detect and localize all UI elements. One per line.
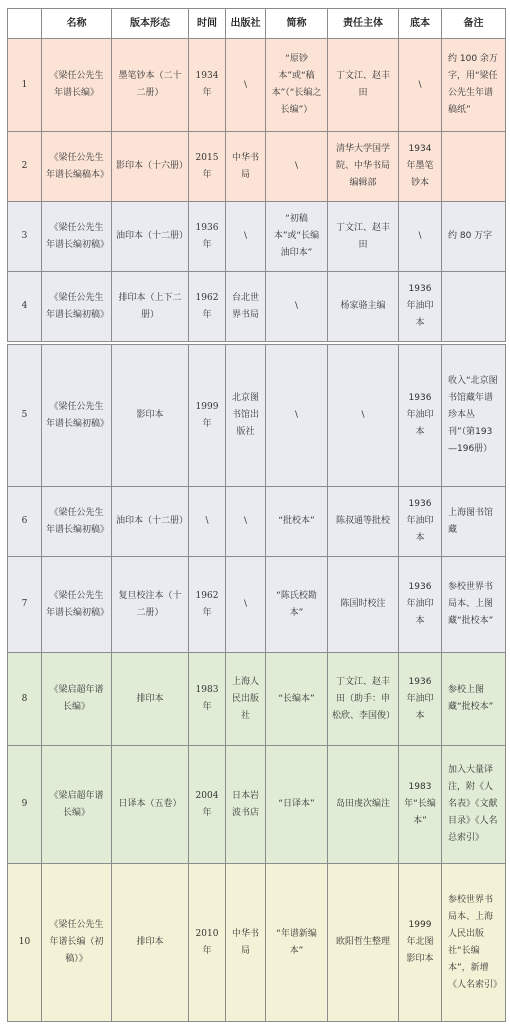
cell-name: 《梁任公先生年谱长编初稿》	[42, 557, 112, 653]
cell-publisher: 台北世界书局	[226, 272, 266, 342]
cell-form: 影印本	[112, 345, 189, 487]
cell-responsible: 清华大学国学院、中华书局编辑部	[328, 132, 399, 202]
row-number: 3	[8, 202, 42, 272]
table-row	[8, 487, 506, 557]
col-header-form: 版本形态	[112, 9, 189, 39]
cell-responsible: 杨家骆主编	[328, 272, 399, 342]
cell-base: 1936 年油印本	[399, 557, 442, 653]
cell-note: 收入“北京图书馆藏年谱珍本丛刊”（第193—196册）	[442, 345, 506, 487]
cell-abbr: “批校本”	[266, 487, 328, 557]
cell-base: \	[399, 202, 442, 272]
cell-name: 《梁任公先生年谱长编初稿》	[42, 487, 112, 557]
table-row	[8, 272, 506, 342]
cell-publisher: 中华书局	[226, 864, 266, 1022]
cell-time: 1936 年	[189, 202, 226, 272]
cell-time: 1962 年	[189, 272, 226, 342]
cell-name: 《梁任公先生年谱长编初稿》	[42, 272, 112, 342]
cell-responsible: 岛田虔次编注	[328, 746, 399, 864]
cell-time: \	[189, 487, 226, 557]
table-row	[8, 653, 506, 746]
col-header-abbr: 简称	[266, 9, 328, 39]
cell-time: 2015 年	[189, 132, 226, 202]
row-number: 9	[8, 746, 42, 864]
cell-name: 《梁任公先生年谱长编》	[42, 39, 112, 132]
cell-time: 1962 年	[189, 557, 226, 653]
table-row	[8, 557, 506, 653]
cell-publisher: \	[226, 202, 266, 272]
cell-abbr: “日译本”	[266, 746, 328, 864]
col-header-index	[8, 9, 42, 39]
table-row	[8, 39, 506, 132]
cell-note	[442, 132, 506, 202]
cell-name: 《梁任公先生年谱长编（初稿）》	[42, 864, 112, 1022]
cell-abbr: “初稿本”或“长编油印本”	[266, 202, 328, 272]
header-row	[8, 9, 506, 39]
cell-responsible: 陈国时校注	[328, 557, 399, 653]
cell-time: 2004 年	[189, 746, 226, 864]
col-header-responsible: 责任主体	[328, 9, 399, 39]
cell-note: 参校上图藏“批校本”	[442, 653, 506, 746]
cell-name: 《梁启超年谱长编》	[42, 653, 112, 746]
cell-publisher: 中华书局	[226, 132, 266, 202]
cell-time: 1983 年	[189, 653, 226, 746]
row-number: 10	[8, 864, 42, 1022]
row-number: 7	[8, 557, 42, 653]
row-number: 4	[8, 272, 42, 342]
table-row	[8, 746, 506, 864]
cell-abbr: “年谱新编本”	[266, 864, 328, 1022]
cell-form: 日译本（五卷）	[112, 746, 189, 864]
cell-note: 参校世界书局本、上海人民出版社“长编本”，新增《人名索引》	[442, 864, 506, 1022]
cell-responsible: 丁文江、赵丰田	[328, 202, 399, 272]
cell-base: 1983 年“长编本”	[399, 746, 442, 864]
cell-name: 《梁启超年谱长编》	[42, 746, 112, 864]
row-number: 1	[8, 39, 42, 132]
cell-form: 油印本（十二册）	[112, 487, 189, 557]
row-number: 6	[8, 487, 42, 557]
cell-responsible: 丁文江、赵丰田（助手：申松欣、李国俊）	[328, 653, 399, 746]
cell-time: 1999 年	[189, 345, 226, 487]
cell-base: 1936 年油印本	[399, 653, 442, 746]
col-header-base: 底本	[399, 9, 442, 39]
cell-name: 《梁任公先生年谱长编稿本》	[42, 132, 112, 202]
cell-abbr: “陈氏校勘本”	[266, 557, 328, 653]
cell-publisher: 日本岩波书店	[226, 746, 266, 864]
cell-time: 1934 年	[189, 39, 226, 132]
cell-base: 1936 年油印本	[399, 272, 442, 342]
cell-abbr: “原钞本”或“稿本”（“长编之长编”）	[266, 39, 328, 132]
cell-form: 排印本	[112, 653, 189, 746]
table-row	[8, 864, 506, 1022]
table-row	[8, 132, 506, 202]
cell-publisher: \	[226, 39, 266, 132]
cell-publisher: \	[226, 487, 266, 557]
cell-form: 油印本（十二册）	[112, 202, 189, 272]
cell-responsible: 陈叔通等批校	[328, 487, 399, 557]
cell-name: 《梁任公先生年谱长编初稿》	[42, 202, 112, 272]
table-row	[8, 345, 506, 487]
row-number: 5	[8, 345, 42, 487]
cell-form: 排印本	[112, 864, 189, 1022]
row-number: 8	[8, 653, 42, 746]
cell-abbr: \	[266, 345, 328, 487]
table-row	[8, 202, 506, 272]
row-number: 2	[8, 132, 42, 202]
cell-publisher: 北京图书馆出版社	[226, 345, 266, 487]
cell-name: 《梁任公先生年谱长编初稿》	[42, 345, 112, 487]
cell-note: 约 100 余万字，用“梁任公先生年谱稿纸”	[442, 39, 506, 132]
col-header-note: 备注	[442, 9, 506, 39]
cell-note	[442, 272, 506, 342]
col-header-time: 时间	[189, 9, 226, 39]
cell-note: 加入大量译注，附《人名表》《文献目录》《人名总索引》	[442, 746, 506, 864]
col-header-publisher: 出版社	[226, 9, 266, 39]
cell-note: 参校世界书局本、上图藏“批校本”	[442, 557, 506, 653]
cell-abbr: \	[266, 132, 328, 202]
cell-time: 2010 年	[189, 864, 226, 1022]
cell-base: \	[399, 39, 442, 132]
cell-base: 1936 年油印本	[399, 345, 442, 487]
cell-responsible: 丁文江、赵丰田	[328, 39, 399, 132]
cell-form: 墨笔钞本（二十二册）	[112, 39, 189, 132]
cell-responsible: \	[328, 345, 399, 487]
cell-form: 复旦校注本（十二册）	[112, 557, 189, 653]
editions-table-top	[7, 8, 506, 342]
cell-note: 约 80 万字	[442, 202, 506, 272]
cell-responsible: 欧阳哲生整理	[328, 864, 399, 1022]
editions-table-bottom	[7, 344, 506, 1022]
cell-abbr: “长编本”	[266, 653, 328, 746]
cell-publisher: \	[226, 557, 266, 653]
cell-base: 1936 年油印本	[399, 487, 442, 557]
cell-base: 1999 年北图影印本	[399, 864, 442, 1022]
col-header-name: 名称	[42, 9, 112, 39]
cell-abbr: \	[266, 272, 328, 342]
cell-form: 排印本（上下二册）	[112, 272, 189, 342]
cell-base: 1934 年墨笔钞本	[399, 132, 442, 202]
cell-publisher: 上海人民出版社	[226, 653, 266, 746]
cell-form: 影印本（十六册）	[112, 132, 189, 202]
cell-note: 上海图书馆藏	[442, 487, 506, 557]
